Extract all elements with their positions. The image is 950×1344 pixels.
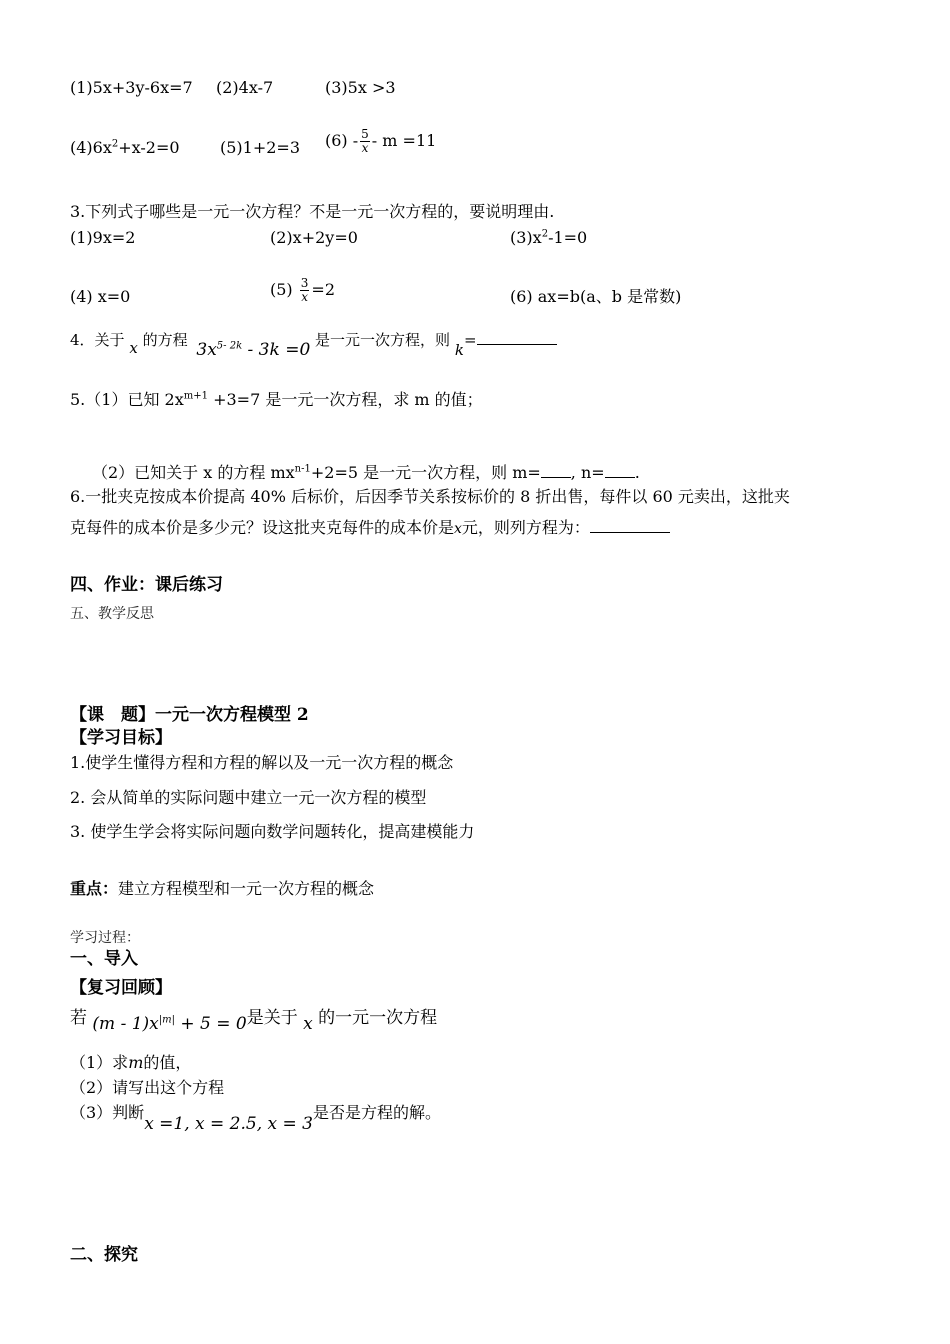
learning-process: 学习过程： bbox=[70, 930, 140, 946]
q5-m-blank[interactable] bbox=[541, 463, 571, 478]
review-equation: $(m - 1)x^{|m|} + 5 = 0$ bbox=[92, 1014, 247, 1034]
section-reflection: 五、教学反思 bbox=[70, 606, 154, 622]
sub-question-3: （3）判断x =1, x = 2.5, x = 3是否是方程的解。 bbox=[70, 1103, 441, 1134]
q6-line-1: 6.一批夹克按成本价提高 40% 后标价，后因季节关系按标价的 8 折出售，每件以 60 元卖出，这批夹 bbox=[70, 487, 790, 506]
q6-answer-blank[interactable] bbox=[590, 518, 670, 533]
q3-expr-3: $(3)x^2-1=0$ bbox=[510, 228, 588, 247]
q3-expr-2: (2)x+2y=0 bbox=[270, 228, 358, 247]
expr-1: (1)5x+3y-6x=7 bbox=[70, 78, 193, 97]
goal-item-2: 2. 会从简单的实际问题中建立一元一次方程的模型 bbox=[70, 788, 427, 807]
review-problem: 若 $(m - 1)x^{|m|} + 5 = 0$是关于 x 的一元一次方程 bbox=[70, 1008, 438, 1034]
expr-5: (5)1+2=3 bbox=[220, 138, 301, 157]
q3-expr-5: (5) $\frac{3}{x}$ =2 bbox=[270, 276, 335, 304]
review-heading: 【复习回顾】 bbox=[70, 978, 172, 998]
q5-part-2: （2）已知关于 x 的方程 $mx^{n-1}+2=5$ 是一元一次方程，则 m= , n= . bbox=[92, 463, 640, 482]
goal-item-1: 1.使学生懂得方程和方程的解以及一元一次方程的概念 bbox=[70, 753, 454, 772]
section-homework: 四、作业：课后练习 bbox=[70, 575, 223, 595]
sub-question-1: （1）求m的值， bbox=[70, 1053, 192, 1072]
part-intro-heading: 一、导入 bbox=[70, 949, 138, 969]
expr-6: (6) - $\frac{5}{x}$ - m =11 bbox=[325, 127, 437, 155]
part-explore-heading: 二、探究 bbox=[70, 1245, 138, 1265]
q3-expr-6: (6) ax=b(a、b 是常数) bbox=[510, 287, 682, 306]
expr-2: (2)4x-7 bbox=[216, 78, 274, 97]
q3-title: 3.下列式子哪些是一元一次方程？不是一元一次方程的，要说明理由. bbox=[70, 202, 555, 221]
expr-4: $(4)6x^2+x-2=0$ bbox=[70, 138, 180, 157]
goals-heading: 【学习目标】 bbox=[70, 728, 172, 748]
q5-n-blank[interactable] bbox=[605, 463, 635, 478]
q3-expr-1: (1)9x=2 bbox=[70, 228, 136, 247]
lesson-title: 【课 题】一元一次方程模型 2 bbox=[70, 705, 309, 725]
q4-equation: $3x^{5- 2k} - 3k =0$ bbox=[196, 340, 311, 360]
goal-item-3: 3. 使学生学会将实际问题向数学问题转化，提高建模能力 bbox=[70, 822, 475, 841]
q3-expr-4: (4) x=0 bbox=[70, 287, 131, 306]
key-point: 重点：建立方程模型和一元一次方程的概念 bbox=[70, 879, 375, 898]
q4-line: 4．关于 x 的方程 $3x^{5- 2k} - 3k =0$ 是一元一次方程，则 k= bbox=[70, 330, 557, 350]
q4-answer-blank[interactable] bbox=[477, 330, 557, 345]
q5-part-1: 5.（1）已知 $2x^{m+1} +3=7$ 是一元一次方程，求 m 的值； bbox=[70, 390, 483, 409]
q6-line-2: 克每件的成本价是多少元？设这批夹克每件的成本价是x元，则列方程为： bbox=[70, 518, 670, 539]
expr-3: (3)5x >3 bbox=[325, 78, 396, 97]
sub-question-2: （2）请写出这个方程 bbox=[70, 1078, 225, 1097]
